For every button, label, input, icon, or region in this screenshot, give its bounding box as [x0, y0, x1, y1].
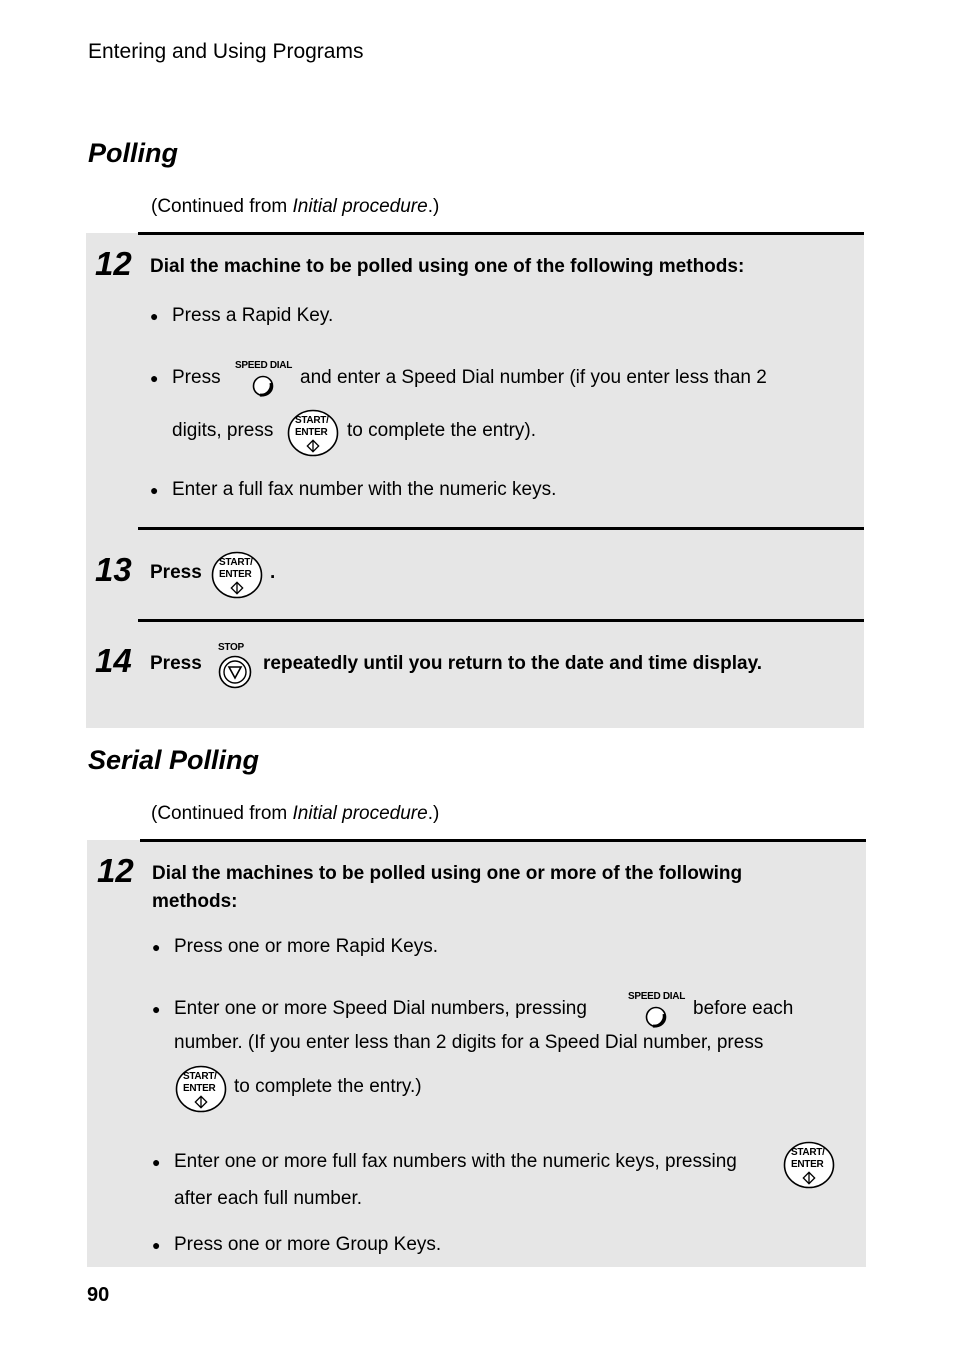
step-number: 14: [95, 642, 132, 679]
bullet-icon: ●: [150, 370, 159, 386]
bullet-text: Press one or more Rapid Keys.: [174, 936, 439, 957]
step-instruction: .: [270, 562, 276, 583]
start-enter-key-icon: START/ ENTER: [175, 1065, 227, 1113]
step-instruction: repeatedly until you return to the date and time display.: [263, 653, 763, 674]
bullet-text: Enter a full fax number with the numeric keys.: [172, 479, 557, 500]
start-enter-key-icon: START/ ENTER: [783, 1141, 835, 1189]
step-number: 12: [97, 852, 134, 889]
continued-note: (Continued from Initial procedure.): [151, 803, 440, 824]
section-title-polling: Polling: [88, 138, 178, 168]
bullet-text: Press one or more Group Keys.: [174, 1234, 442, 1255]
divider: [138, 527, 864, 530]
bullet-text: before each: [693, 998, 794, 1019]
bullet-text: Press a Rapid Key.: [172, 305, 334, 326]
bullet-icon: ●: [152, 1154, 161, 1170]
bullet-text: and enter a Speed Dial number (if you enter less than 2: [300, 367, 767, 388]
step-instruction: Press: [150, 562, 202, 583]
bullet-icon: ●: [152, 1001, 161, 1017]
bullet-icon: ●: [152, 1237, 161, 1253]
speed-dial-key-icon: SPEED DIAL: [628, 992, 686, 1032]
step-instruction: Dial the machine to be polled using one of the following methods:: [150, 256, 745, 277]
divider: [138, 232, 864, 235]
divider: [140, 839, 866, 842]
bullet-icon: ●: [152, 939, 161, 955]
bullet-text: after each full number.: [174, 1188, 362, 1209]
bullet-text: digits, press: [172, 420, 274, 441]
bullet-text: to complete the entry.): [234, 1076, 422, 1097]
step-number: 12: [95, 245, 132, 282]
bullet-text: number. (If you enter less than 2 digits for a Speed Dial number, press: [174, 1032, 764, 1053]
running-head: Entering and Using Programs: [88, 40, 364, 63]
bullet-text: to complete the entry).: [347, 420, 537, 441]
bullet-text: Enter one or more Speed Dial numbers, pressing: [174, 998, 587, 1019]
stop-key-icon: STOP: [216, 642, 256, 690]
bullet-icon: ●: [150, 308, 159, 324]
divider: [138, 619, 864, 622]
bullet-icon: ●: [150, 482, 159, 498]
step-number: 13: [95, 551, 132, 588]
speed-dial-key-icon: SPEED DIAL: [235, 361, 293, 401]
step-instruction: methods:: [152, 891, 238, 912]
continued-note: (Continued from Initial procedure.): [151, 196, 440, 217]
step-instruction: Dial the machines to be polled using one or more of the following: [152, 863, 743, 884]
start-enter-key-icon: START/ ENTER: [211, 551, 263, 599]
bullet-text: Press: [172, 367, 221, 388]
page-number: 90: [87, 1284, 110, 1306]
section-title-serial-polling: Serial Polling: [88, 745, 260, 775]
step-instruction: Press: [150, 653, 202, 674]
start-enter-key-icon: START/ ENTER: [287, 409, 339, 457]
bullet-text: Enter one or more full fax numbers with the numeric keys, pressing: [174, 1151, 737, 1172]
